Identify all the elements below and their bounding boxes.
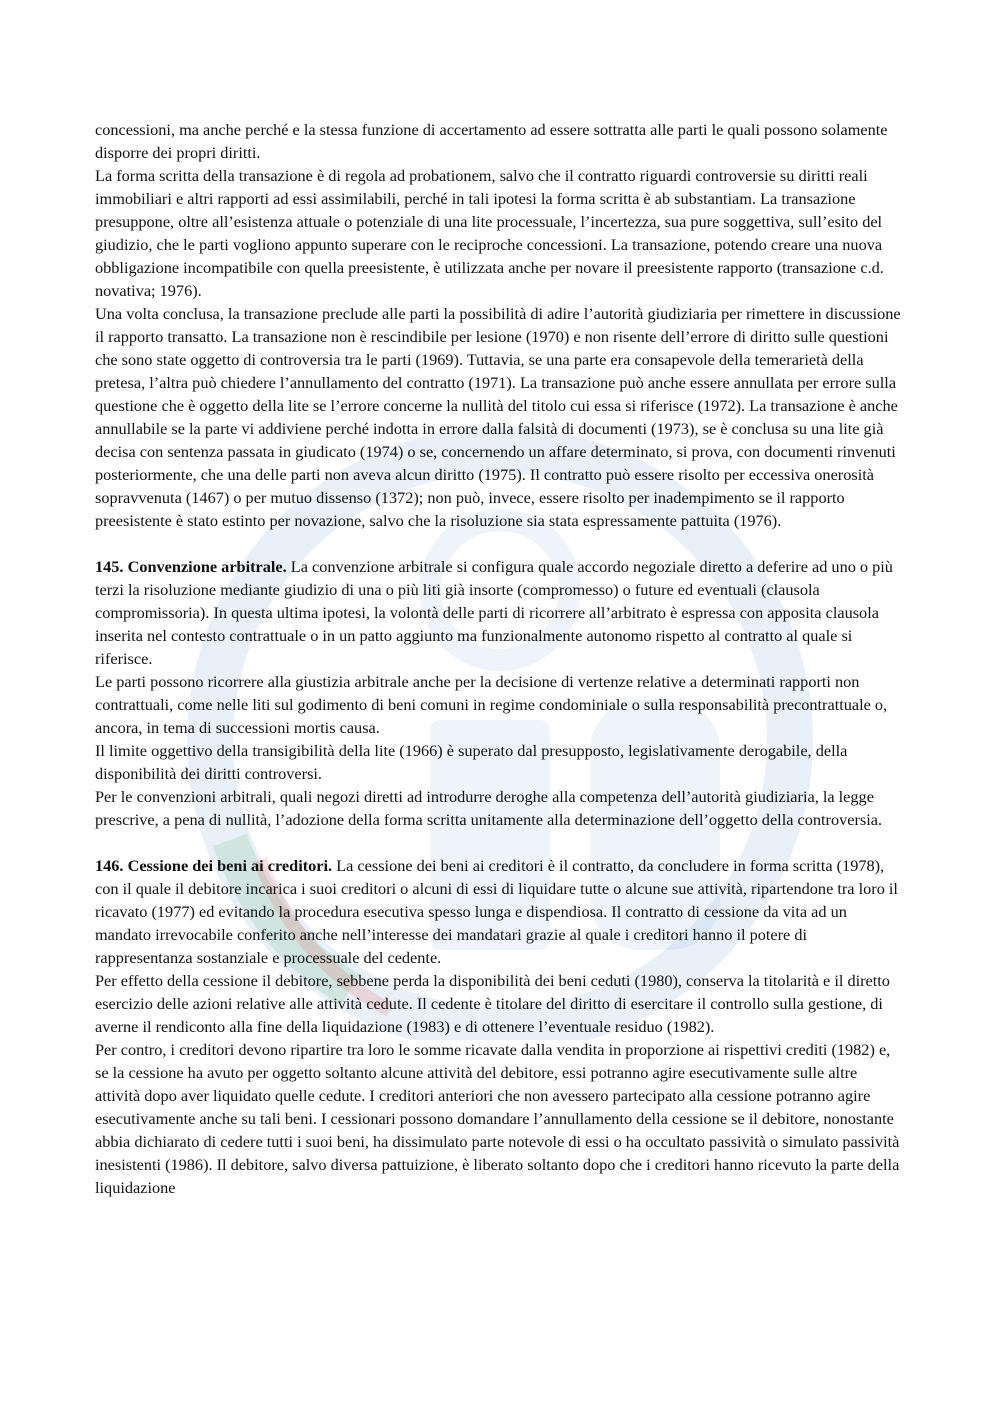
paragraph: Per effetto della cessione il debitore, sebbene perda la disponibilità dei beni ceduti (1980), conserva la titolarità e il diretto esercizio delle azioni relative alle attività cedute. Il cedente è titolare del diritto di esercitare il controllo sulla gestione, di averne il rendiconto alla fine della liquidazione (1983) e di ottenere l’eventuale residuo (1982). bbox=[95, 971, 890, 1036]
section-145-heading: 145. Convenzione arbitrale. bbox=[95, 557, 287, 576]
section-145-lead bbox=[95, 555, 905, 670]
paragraph: Una volta conclusa, la transazione preclude alle parti la possibilità di adire l’autorità giudiziaria per rimettere in discussione il rapporto transatto. La transazione non è rescindibile per lesione (1970) e non risente dell’errore di diritto sulle questioni che sono state oggetto di controversia tra le parti (1969). Tuttavia, se una parte era consapevole della temerarietà della pretesa, l’altra può chiedere l’annullamento del contratto (1971). La transazione può anche essere annullata per errore sulla questione che è oggetto della lite se l’errore concerne la nullità del titolo cui essa si riferisce (1972). La transazione è anche annullabile se la parte vi addiviene perché indotta in errore dalla falsità di documenti (1973), se è conclusa su una lite già decisa con sentenza passata in giudicato (1974) o se, concernendo un affare determinato, si prova, con documenti rinvenuti posteriormente, che una delle parti non aveva alcun diritto (1975). Il contratto può essere risolto per eccessiva onerosità sopravvenuta (1467) o per mutuo dissenso (1372); non può, invece, essere risolto per inadempimento se il rapporto preesistente è stato estinto per novazione, salvo che la risoluzione sia stata espressamente pattuita (1976). bbox=[95, 304, 901, 530]
paragraph: Le parti possono ricorrere alla giustizia arbitrale anche per la decisione di vertenze relative a determinati rapporti non contrattuali, come nelle liti sul godimento di beni comuni in regime condominiale o sulla responsabilità precontrattuale o, ancora, in tema di successioni mortis causa. bbox=[95, 672, 888, 737]
section-145-lead-text: La convenzione arbitrale si configura quale accordo negoziale diretto a deferire ad uno o più terzi la risoluzione mediante giudizio di una o più liti già insorte (compromesso) o future ed eventuali (clausola compromissoria). In questa ultima ipotesi, la volontà delle parti di ricorrere all’arbitrato è espressa con apposita clausola inserita nel contesto contrattuale o in un patto aggiunto ma funzionalmente autonomo rispetto al contratto al quale si riferisce. bbox=[95, 557, 893, 668]
spacer bbox=[95, 831, 905, 854]
document-body bbox=[95, 118, 905, 1199]
section-146-lead-text: La cessione dei beni ai creditori è il contratto, da concludere in forma scritta (1978), con il quale il debitore incarica i suoi creditori o alcuni di essi di liquidare tutte o alcune sue attività, ripartendone tra loro il ricavato (1977) ed evitando la procedura esecutiva spesso lunga e dispendiosa. Il contratto di cessione da vita ad un mandato irrevocabile conferito anche nell’interesse dei mandatari grazie al quale i creditori hanno il potere di rappresentanza sostanziale e processuale del cedente. bbox=[95, 856, 898, 967]
section-146-lead bbox=[95, 854, 905, 969]
paragraph: Per le convenzioni arbitrali, quali negozi diretti ad introdurre deroghe alla competenza dell’autorità giudiziaria, la legge prescrive, a pena di nullità, l’adozione della forma scritta unitamente alla determinazione dell’oggetto della controversia. bbox=[95, 787, 883, 829]
paragraph: concessioni, ma anche perché e la stessa funzione di accertamento ad essere sottratta alle parti le quali possono solamente disporre dei propri diritti. bbox=[95, 120, 888, 162]
paragraph: Il limite oggettivo della transigibilità della lite (1966) è superato dal presupposto, legislativamente derogabile, della disponibilità dei diritti controversi. bbox=[95, 741, 848, 783]
paragraph: Per contro, i creditori devono ripartire tra loro le somme ricavate dalla vendita in proporzione ai rispettivi crediti (1982) e, se la cessione ha avuto per oggetto soltanto alcune attività del debitore, essi potranno agire esecutivamente sulle altre attività dopo aver liquidato quelle cedute. I creditori anteriori che non avessero partecipato alla cessione potranno agire esecutivamente anche su tali beni. I cessionari possono domandare l’annullamento della cessione se il debitore, nonostante abbia dichiarato di cedere tutti i suoi beni, ha dissimulato parte notevole di essi o ha occultato passività o simulato passività inesistenti (1986). Il debitore, salvo diversa pattuizione, è liberato soltanto dopo che i creditori hanno ricevuto la parte della liquidazione bbox=[95, 1040, 900, 1197]
paragraph: La forma scritta della transazione è di regola ad probationem, salvo che il contratto riguardi controversie su diritti reali immobiliari e altri rapporti ad essi assimilabili, perché in tali ipotesi la forma scritta è ab substantiam. La transazione presuppone, oltre all’esistenza attuale o potenziale di una lite processuale, l’incertezza, sua pure soggettiva, sull’esito del giudizio, che le parti vogliono appunto superare con le reciproche concessioni. La transazione, potendo creare una nuova obbligazione incompatibile con quella preesistente, è utilizzata anche per novare il preesistente rapporto (transazione c.d. novativa; 1976). bbox=[95, 166, 884, 300]
section-146-heading: 146. Cessione dei beni ai creditori. bbox=[95, 856, 333, 875]
spacer bbox=[95, 532, 905, 555]
